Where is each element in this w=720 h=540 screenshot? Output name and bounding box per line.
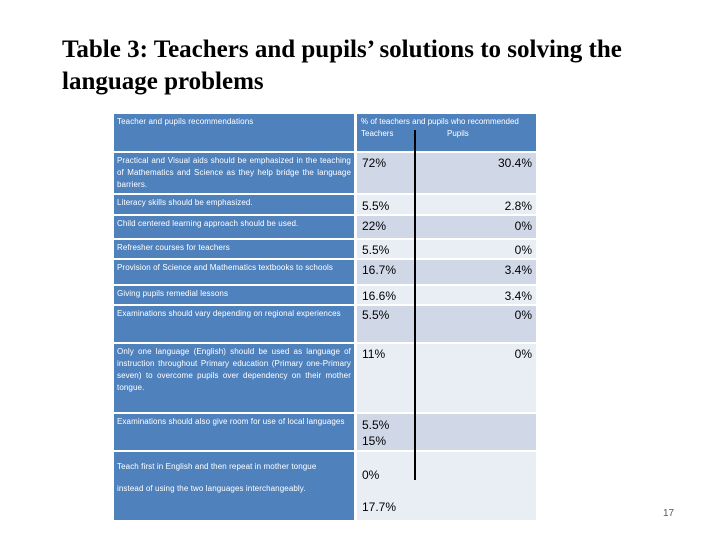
pupils-value: 0% (514, 308, 532, 322)
row-values (357, 195, 536, 214)
teachers-value: 16.7% (362, 263, 397, 277)
row-label: Examinations should vary depending on regional experiences (114, 306, 354, 342)
teachers-value-secondary: 17.7% (362, 500, 397, 514)
pupils-value: 3.4% (504, 263, 532, 277)
pupils-value: 3.4% (504, 289, 532, 303)
table-row (114, 153, 536, 193)
table-row (114, 452, 536, 520)
teachers-value: 22% (362, 219, 387, 233)
row-label: Refresher courses for teachers (114, 240, 354, 258)
row-label: Only one language (English) should be used as language of instruction throughout Primary education (Primary one-Primary seven) to overcome pupils over dependency on their mother tongue. (114, 344, 354, 412)
row-values (357, 344, 536, 412)
pupils-value: 0% (514, 243, 532, 257)
table-row (114, 344, 536, 412)
table-row (114, 286, 536, 304)
table-row (114, 306, 536, 342)
row-label: Child centered learning approach should be used. (114, 216, 354, 238)
header-pupils: Pupils (447, 129, 469, 138)
row-label (114, 452, 354, 520)
row-label: Examinations should also give room for use of local languages (114, 414, 354, 450)
teachers-value: 16.6% (362, 289, 397, 303)
row-label-line2: instead of using the two languages interchangeably. (117, 484, 306, 493)
row-values (357, 153, 536, 193)
row-label: Provision of Science and Mathematics textbooks to schools (114, 260, 354, 284)
page-number: 17 (663, 508, 675, 519)
pupils-value: 30.4% (497, 156, 532, 170)
teachers-value: 5.5% (362, 418, 390, 432)
row-values (357, 452, 536, 520)
table-row (114, 216, 536, 238)
row-values (357, 306, 536, 342)
row-values (357, 286, 536, 304)
table-row (114, 260, 536, 284)
teachers-value: 5.5% (362, 308, 390, 322)
table-row (114, 414, 536, 450)
row-values (357, 414, 536, 450)
row-values (357, 260, 536, 284)
row-label: Giving pupils remedial lessons (114, 286, 354, 304)
column-divider-line (414, 130, 416, 480)
pupils-value: 0% (514, 219, 532, 233)
pupils-value: 0% (514, 347, 532, 361)
teachers-value: 0% (362, 468, 380, 482)
row-values (357, 240, 536, 258)
row-values (357, 216, 536, 238)
pupils-value: 2.8% (504, 199, 532, 213)
row-label: Literacy skills should be emphasized. (114, 195, 354, 214)
header-teachers: Teachers (361, 129, 394, 138)
header-percentages (357, 114, 536, 151)
header-recommendations: Teacher and pupils recommendations (114, 114, 354, 151)
teachers-value: 5.5% (362, 243, 390, 257)
slide-title: Table 3: Teachers and pupils’ solutions to solving the language problems (62, 36, 622, 95)
teachers-value: 5.5% (362, 199, 390, 213)
teachers-value: 11% (362, 347, 386, 361)
header-percent-label: % of teachers and pupils who recommended (361, 117, 519, 126)
table-row (114, 195, 536, 214)
teachers-value-secondary: 15% (362, 434, 387, 448)
table-row (114, 240, 536, 258)
row-label: Practical and Visual aids should be emphasized in the teaching of Mathematics and Science as they help bridge the language barriers. (114, 153, 354, 193)
row-label-line1: Teach first in English and then repeat in mother tongue (117, 462, 317, 471)
teachers-value: 72% (362, 156, 387, 170)
table-header-row (114, 114, 536, 151)
